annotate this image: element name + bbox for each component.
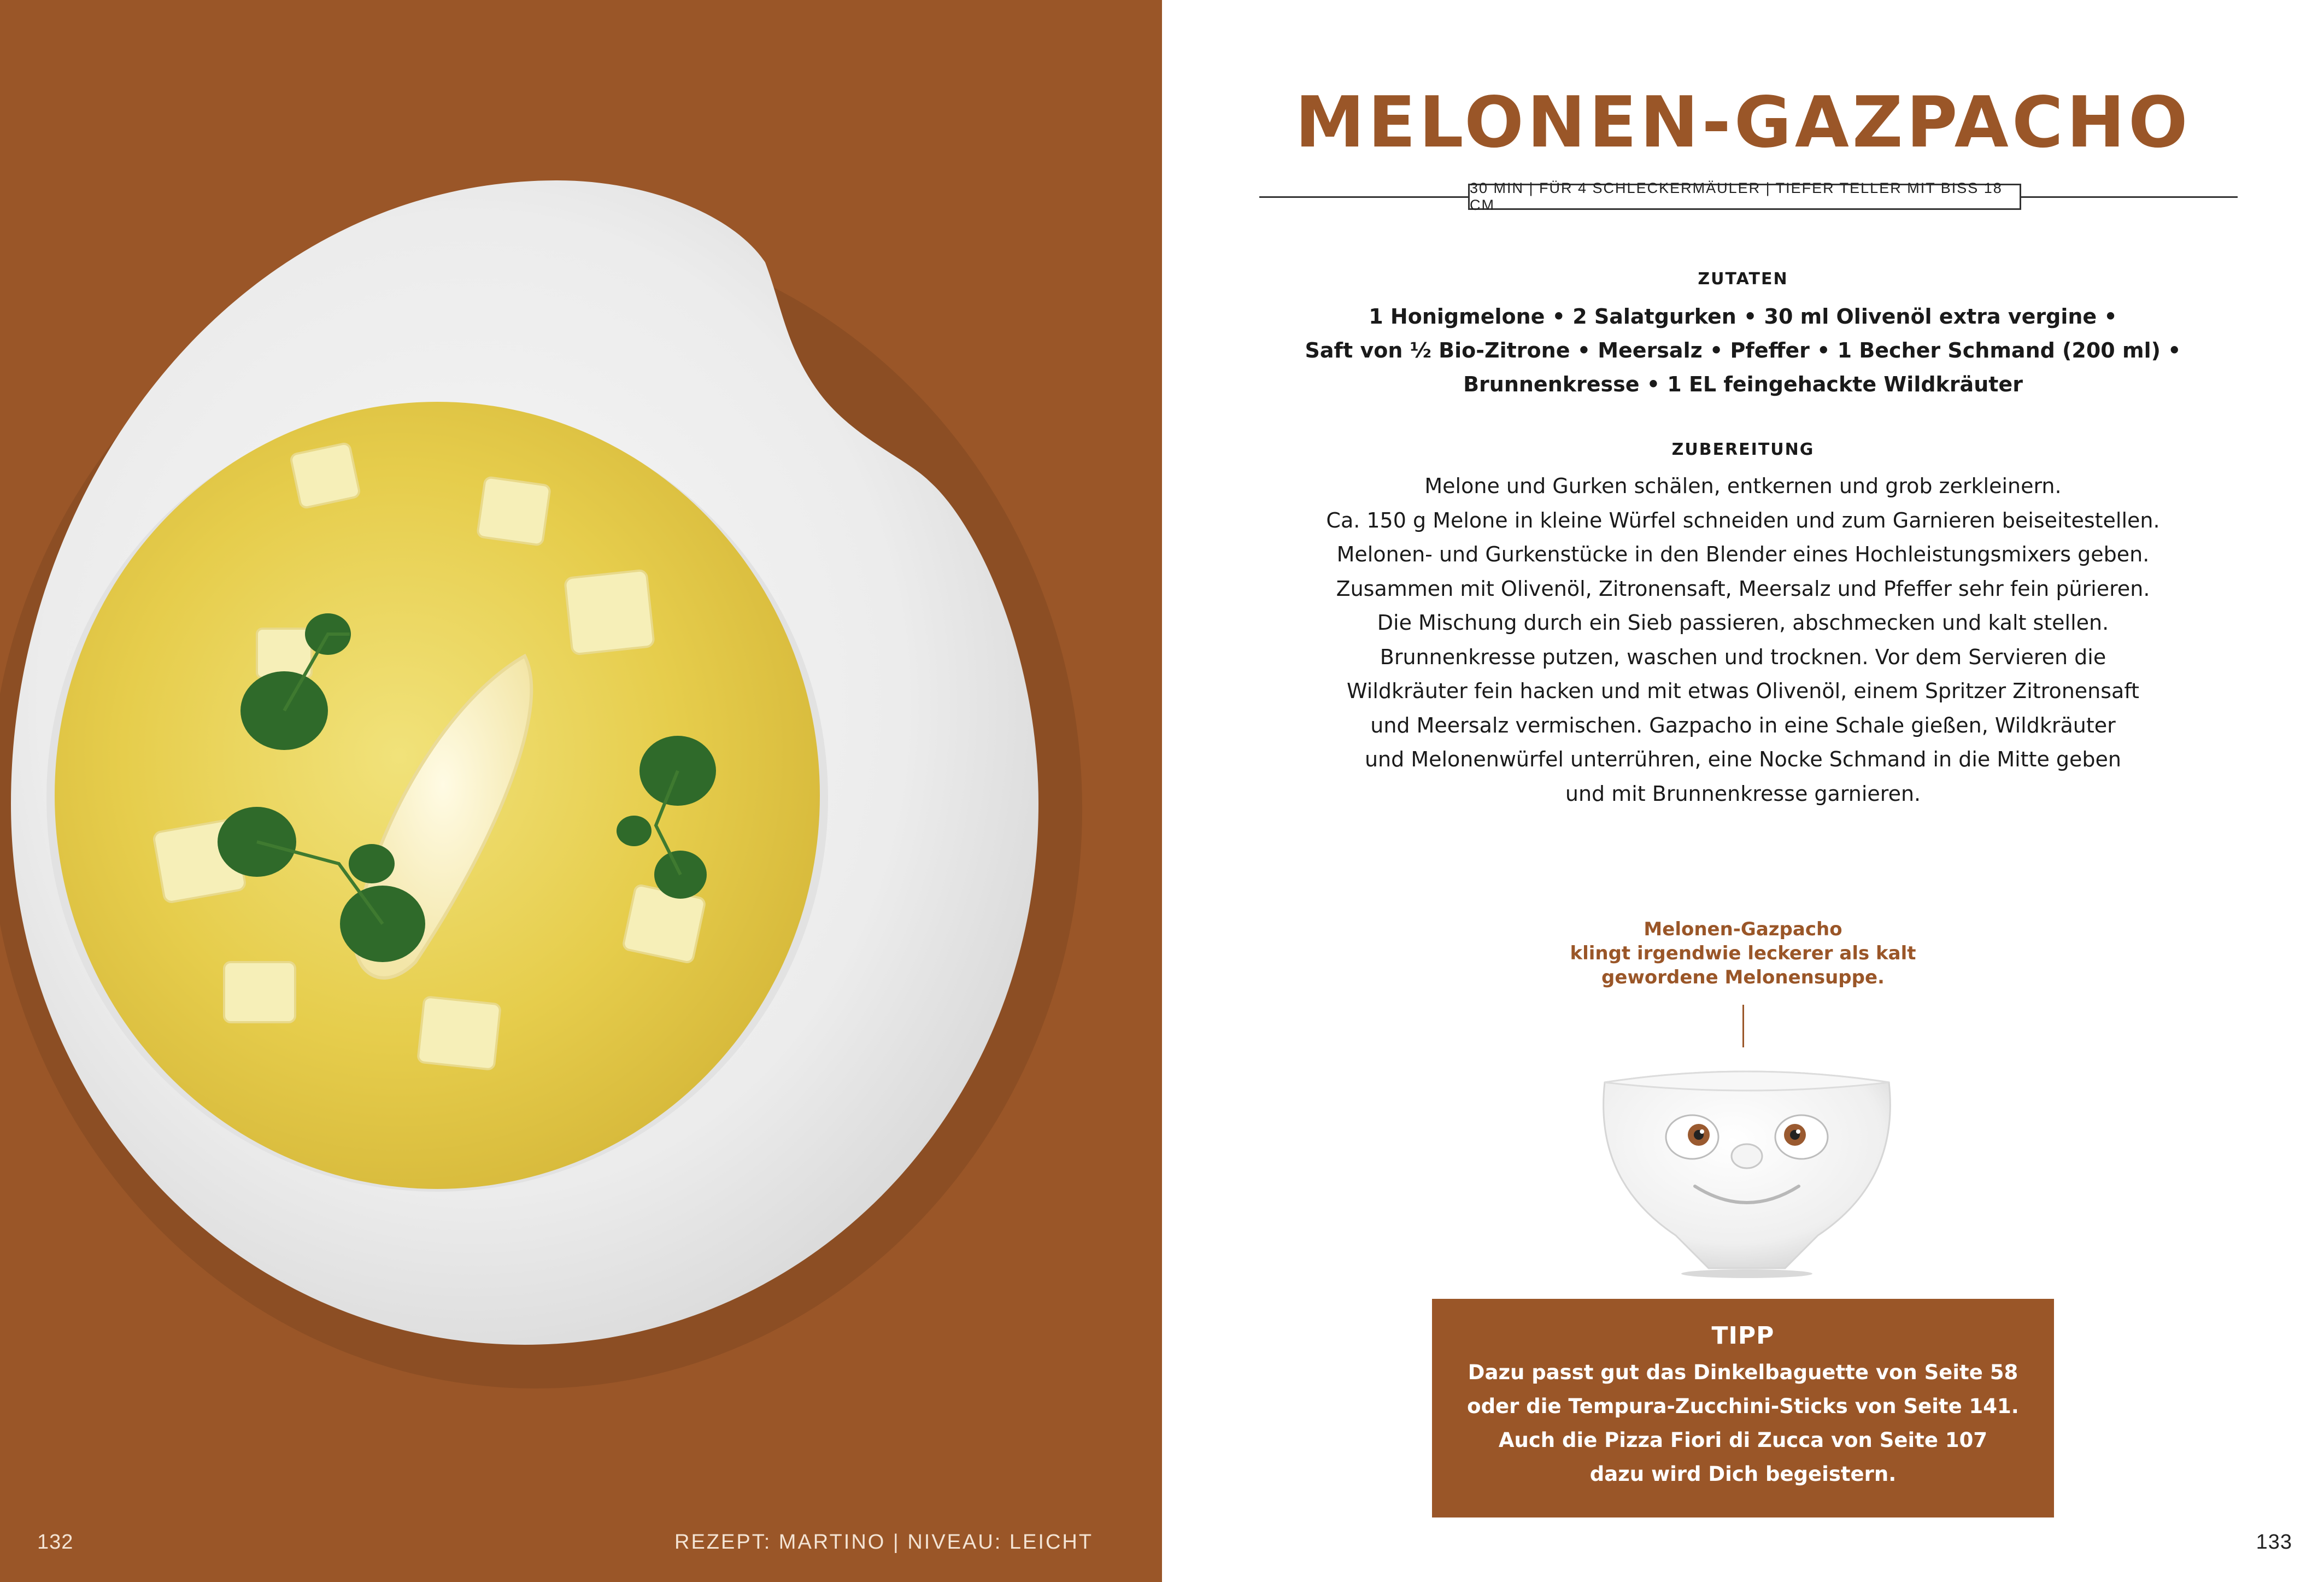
tip-heading: TIPP — [1711, 1322, 1775, 1350]
tip-line: Dazu passt gut das Dinkelbaguette von Seite 58 — [1468, 1361, 2018, 1384]
ingredients-line: 1 Honigmelone • 2 Salatgurken • 30 ml Olivenöl extra vergine • — [1369, 304, 2117, 329]
ingredients-line: Brunnenkresse • 1 EL feingehackte Wildkräuter — [1463, 372, 2023, 396]
preparation-line: Ca. 150 g Melone in kleine Würfel schneiden und zum Garnieren beiseitestellen. — [1326, 508, 2160, 532]
smiling-face-bowl — [1577, 1039, 1916, 1279]
preparation-line: und Meersalz vermischen. Gazpacho in eine Schale gießen, Wildkräuter — [1370, 713, 2116, 737]
meta-rule-right — [2020, 196, 2238, 198]
tip-box — [1432, 1299, 2054, 1517]
preparation-line: Melonen- und Gurkenstücke in den Blender eines Hochleistungsmixers geben. — [1336, 542, 2150, 566]
right-page — [1162, 0, 2324, 1582]
quote-line: Melonen-Gazpacho — [1644, 918, 1842, 940]
preparation-text — [1162, 469, 2324, 811]
tip-line: oder die Tempura-Zucchini-Sticks von Seite 141. — [1467, 1394, 2019, 1418]
preparation-line: Die Mischung durch ein Sieb passieren, abschmecken und kalt stellen. — [1377, 611, 2109, 635]
tip-line: dazu wird Dich begeistern. — [1589, 1462, 1897, 1486]
preparation-line: Wildkräuter fein hacken und mit etwas Olivenöl, einem Spritzer Zitronensaft — [1347, 679, 2139, 703]
ingredients-heading: ZUTATEN — [1698, 269, 1788, 289]
ingredients-line: Saft von ½ Bio-Zitrone • Meersalz • Pfeffer • 1 Becher Schmand (200 ml) • — [1305, 338, 2181, 362]
preparation-line: Zusammen mit Olivenöl, Zitronensaft, Meersalz und Pfeffer sehr fein pürieren. — [1336, 576, 2150, 601]
bowl-quote — [1162, 917, 2324, 989]
ingredients-list — [1162, 300, 2324, 401]
page-number-left: 132 — [37, 1531, 74, 1554]
preparation-heading: ZUBEREITUNG — [1671, 440, 1815, 459]
meta-rule-left — [1259, 196, 1474, 198]
page-number-right: 133 — [2256, 1531, 2292, 1554]
tip-text — [1432, 1356, 2054, 1491]
recipe-credits: REZEPT: MARTINO | NIVEAU: LEICHT — [674, 1531, 1094, 1554]
recipe-meta: 30 MIN | FÜR 4 SCHLECKERMÄULER | TIEFER TELLER MIT BISS 18 CM — [1468, 184, 2021, 210]
preparation-line: Brunnenkresse putzen, waschen und trocknen. Vor dem Servieren die — [1380, 644, 2106, 669]
quote-line: klingt irgendwie leckerer als kalt — [1570, 942, 1916, 964]
preparation-line: und mit Brunnenkresse garnieren. — [1565, 781, 1921, 806]
preparation-line: Melone und Gurken schälen, entkernen und grob zerkleinern. — [1424, 474, 2062, 498]
tip-line: Auch die Pizza Fiori di Zucca von Seite 107 — [1498, 1428, 1988, 1452]
preparation-line: und Melonenwürfel unterrühren, eine Nocke Schmand in die Mitte geben — [1364, 747, 2122, 771]
quote-line: gewordene Melonensuppe. — [1601, 966, 1885, 988]
recipe-title: MELONEN-GAZPACHO — [1295, 82, 2191, 163]
